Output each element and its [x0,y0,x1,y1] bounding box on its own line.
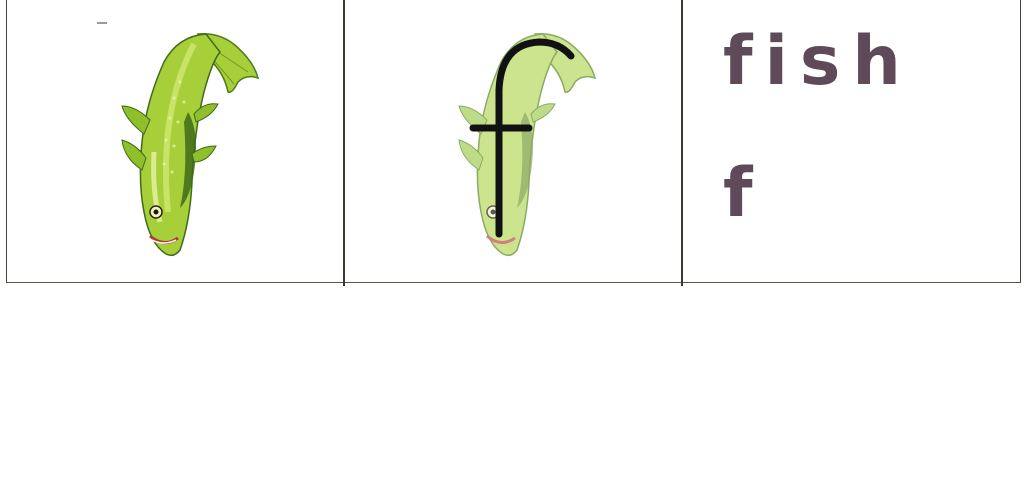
letter-f: f [723,154,765,233]
panel-word-and-letter [683,0,1019,283]
letter-f-trace [465,36,575,242]
panel-fish-picture [8,0,343,283]
fish-icon [108,22,268,262]
word-fish: fish [723,22,913,101]
panel-fish-with-letter [345,0,681,283]
